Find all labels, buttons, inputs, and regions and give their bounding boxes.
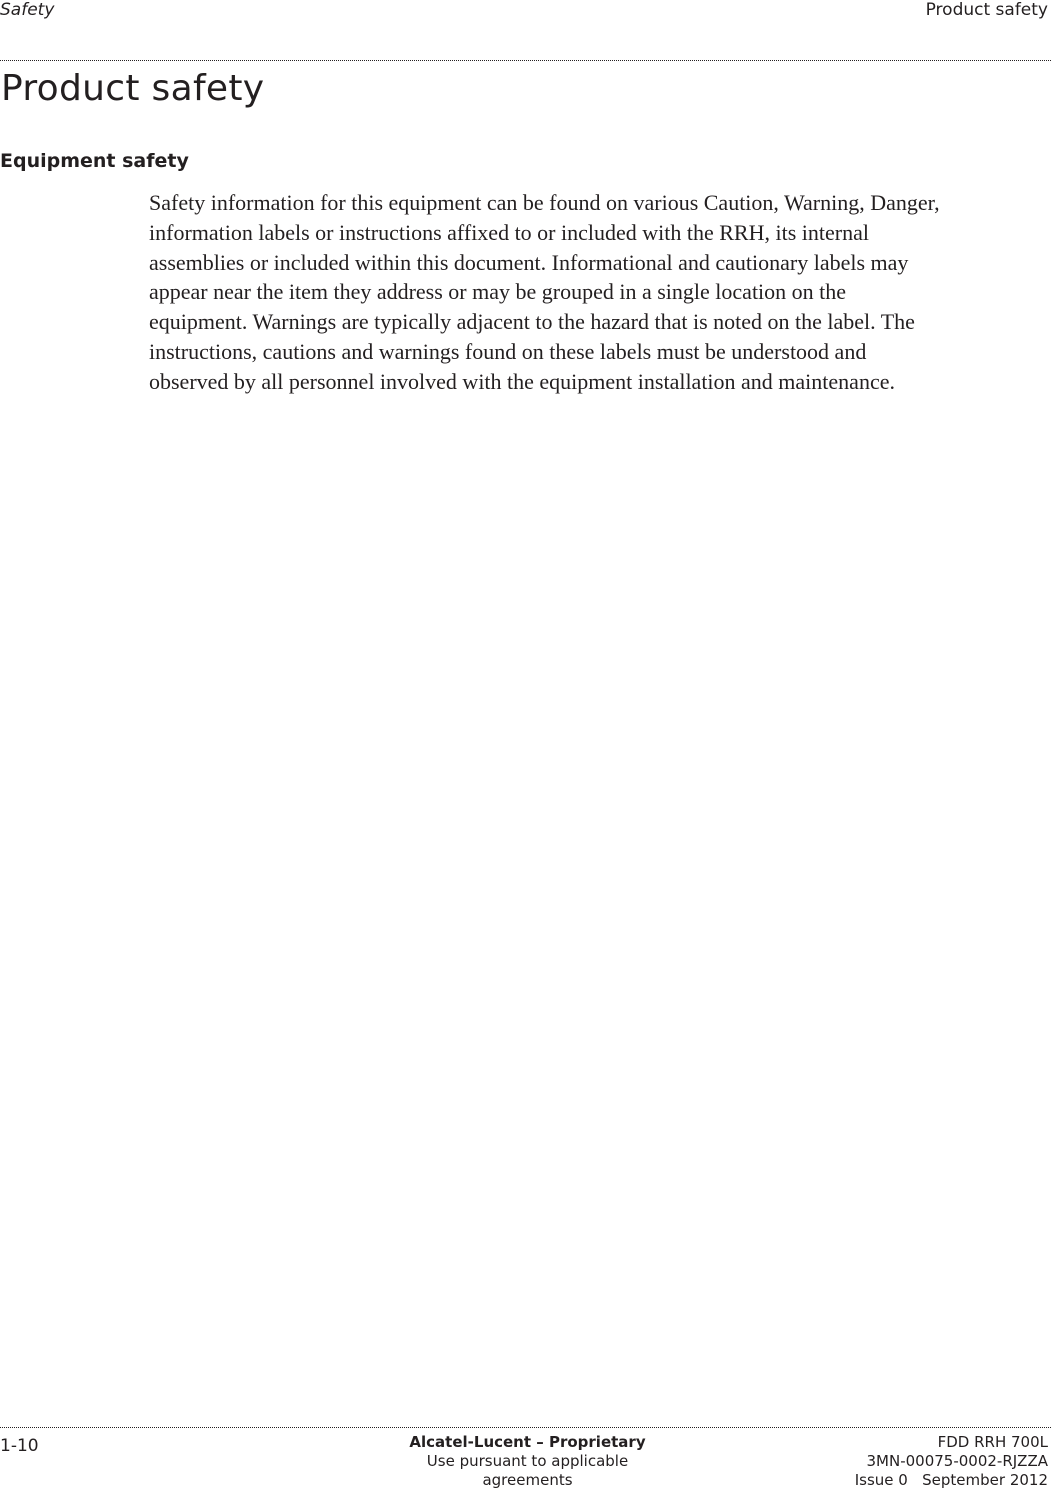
paragraph-line: observed by all personnel involved with the equipment installation and maintenance. xyxy=(149,368,895,394)
paragraph-line: assemblies or included within this document. Informational and cautionary labels may xyxy=(149,249,909,275)
body-paragraph xyxy=(149,188,1049,397)
header-divider xyxy=(0,60,1051,61)
product-name: FDD RRH 700L xyxy=(937,1433,1048,1451)
paragraph-line: equipment. Warnings are typically adjacent to the hazard that is noted on the label. The xyxy=(149,309,915,335)
section-heading: Equipment safety xyxy=(0,150,189,172)
footer-document-info xyxy=(855,1433,1048,1490)
paragraph-line: instructions, cautions and warnings found on these labels must be understood and xyxy=(149,338,867,364)
proprietary-label: Alcatel-Lucent – Proprietary xyxy=(409,1433,646,1451)
running-header-chapter: Safety xyxy=(0,0,55,20)
paragraph-line: Safety information for this equipment can be found on various Caution, Warning, Danger, xyxy=(149,190,940,215)
footer-proprietary-notice xyxy=(385,1433,670,1490)
paragraph-line: appear near the item they address or may be grouped in a single location on the xyxy=(149,279,847,305)
page-number: 1-10 xyxy=(0,1436,39,1456)
page-title: Product safety xyxy=(1,68,265,109)
issue-date: Issue 0 September 2012 xyxy=(854,1471,1048,1489)
document-number: 3MN-00075-0002-RJZZA xyxy=(866,1452,1048,1470)
agreement-label: Use pursuant to applicable agreements xyxy=(426,1452,629,1489)
paragraph-line: information labels or instructions affixed to or included with the RRH, its internal xyxy=(149,219,869,245)
footer-divider xyxy=(0,1427,1051,1428)
running-header-section: Product safety xyxy=(925,0,1048,20)
